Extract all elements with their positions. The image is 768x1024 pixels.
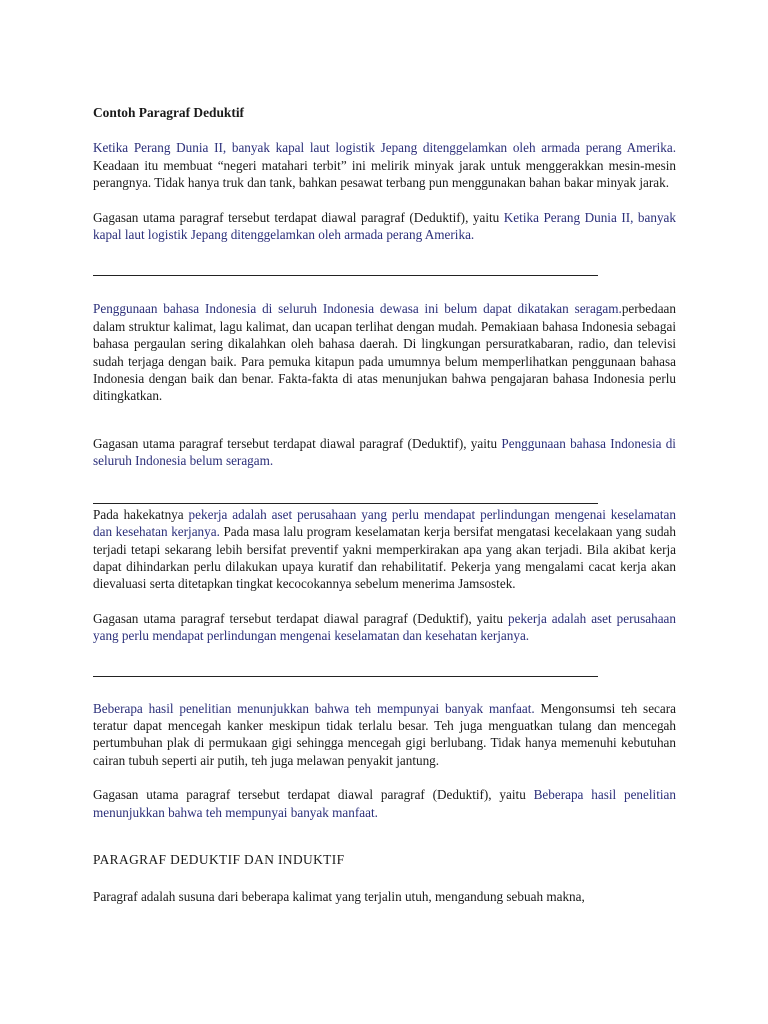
paragraph-2-topic: Penggunaan bahasa Indonesia di seluruh Indonesia dewasa ini belum dapat dikatakan seragam. [93,301,622,317]
summary-3 [93,610,676,645]
paragraph-1 [93,139,676,191]
summary-4 [93,786,676,821]
summary-3-topic: pekerja adalah aset perusahaan yang perlu mendapat perlindungan mengenai keselamatan dan kesehatan kerjanya. [93,610,676,644]
paragraph-3-intro: Pada hakekatnya [93,506,189,522]
paragraph-4-body: Mengonsumsi teh secara teratur dapat mencegah kanker meskipun tidak terlalu besar. Teh juga menguatkan tulang dan mencegah pertumbuhan plak di permukaan gigi sehingga mencegah gigi berlubang. Tidak hanya memenuhi kebutuhan cairan tubuh seperti air putih, teh juga melawan penyakit jantung. [93,700,676,768]
summary-2 [93,435,676,470]
section-heading: PARAGRAF DEDUKTIF DAN INDUKTIF [93,851,345,867]
summary-1-prefix: Gagasan utama paragraf tersebut terdapat diawal paragraf (Deduktif), yaitu [93,209,504,225]
summary-4-topic: Beberapa hasil penelitian menunjukkan bahwa teh mempunyai banyak manfaat. [93,787,676,820]
final-paragraph: Paragraf adalah susuna dari beberapa kalimat yang terjalin utuh, mengandung sebuah makna, [93,889,585,905]
summary-1 [93,209,676,244]
summary-2-topic: Penggunaan bahasa Indonesia di seluruh Indonesia belum seragam. [93,435,676,469]
document-page [93,104,676,906]
paragraph-3-body: Pada masa lalu program keselamatan kerja bersifat mengatasi kecelakaan yang sudah terjadi tetapi sekarang lebih bersifat preventif yakni memperkirakan apa yang akan terjadi. Bila akibat kerja dapat dihindarkan perlu dilakukan upaya kuratif dan rehabilitatif. Pekerja yang mengalami cacat kerja akan dievaluasi serta ditetapkan tingkat kecocokannya sebelum menerima Jamsostek. [93,524,676,592]
paragraph-1-topic: Ketika Perang Dunia II, banyak kapal laut logistik Jepang ditenggelamkan oleh armada perang Amerika. [93,140,676,156]
summary-4-prefix: Gagasan utama paragraf tersebut terdapat diawal paragraf (Deduktif), yaitu [93,787,534,803]
paragraph-3 [93,506,676,593]
summary-1-topic: Ketika Perang Dunia II, banyak kapal laut logistik Jepang ditenggelamkan oleh armada perang Amerika. [93,209,676,243]
paragraph-3-topic: pekerja adalah aset perusahaan yang perlu mendapat perlindungan mengenai keselamatan dan kesehatan kerjanya. [93,506,676,540]
paragraph-2 [93,300,676,404]
document-title: Contoh Paragraf Deduktif [93,105,245,120]
paragraph-4 [93,700,676,770]
summary-3-prefix: Gagasan utama paragraf tersebut terdapat diawal paragraf (Deduktif), yaitu [93,610,509,626]
paragraph-2-body: perbedaan dalam struktur kalimat, lagu kalimat, dan ucapan terlihat dengan mudah. Pemakiaan bahasa Indonesia sebagai bahasa pergaulan sering dikalahkan oleh bahasa daerah. Di lingkungan persuratkabaran, radio, dan televisi sudah terjaga dengan baik. Para pemuka kitapun pada umumnya belum memperlihatkan penggunaan bahasa Indonesia dengan baik dan benar. Fakta-fakta di atas menunjukan bahwa pengajaran bahasa Indonesia perlu ditingkatkan. [93,301,676,404]
paragraph-1-body: Keadaan itu membuat “negeri matahari terbit” ini melirik minyak jarak untuk menggerakkan mesin-mesin perangnya. Tidak hanya truk dan tank, bahkan pesawat terbang pun menggunakan bahan bakar minyak jarak. [93,157,676,191]
summary-2-prefix: Gagasan utama paragraf tersebut terdapat diawal paragraf (Deduktif), yaitu [93,435,502,451]
paragraph-4-topic: Beberapa hasil penelitian menunjukkan bahwa teh mempunyai banyak manfaat. [93,700,535,716]
